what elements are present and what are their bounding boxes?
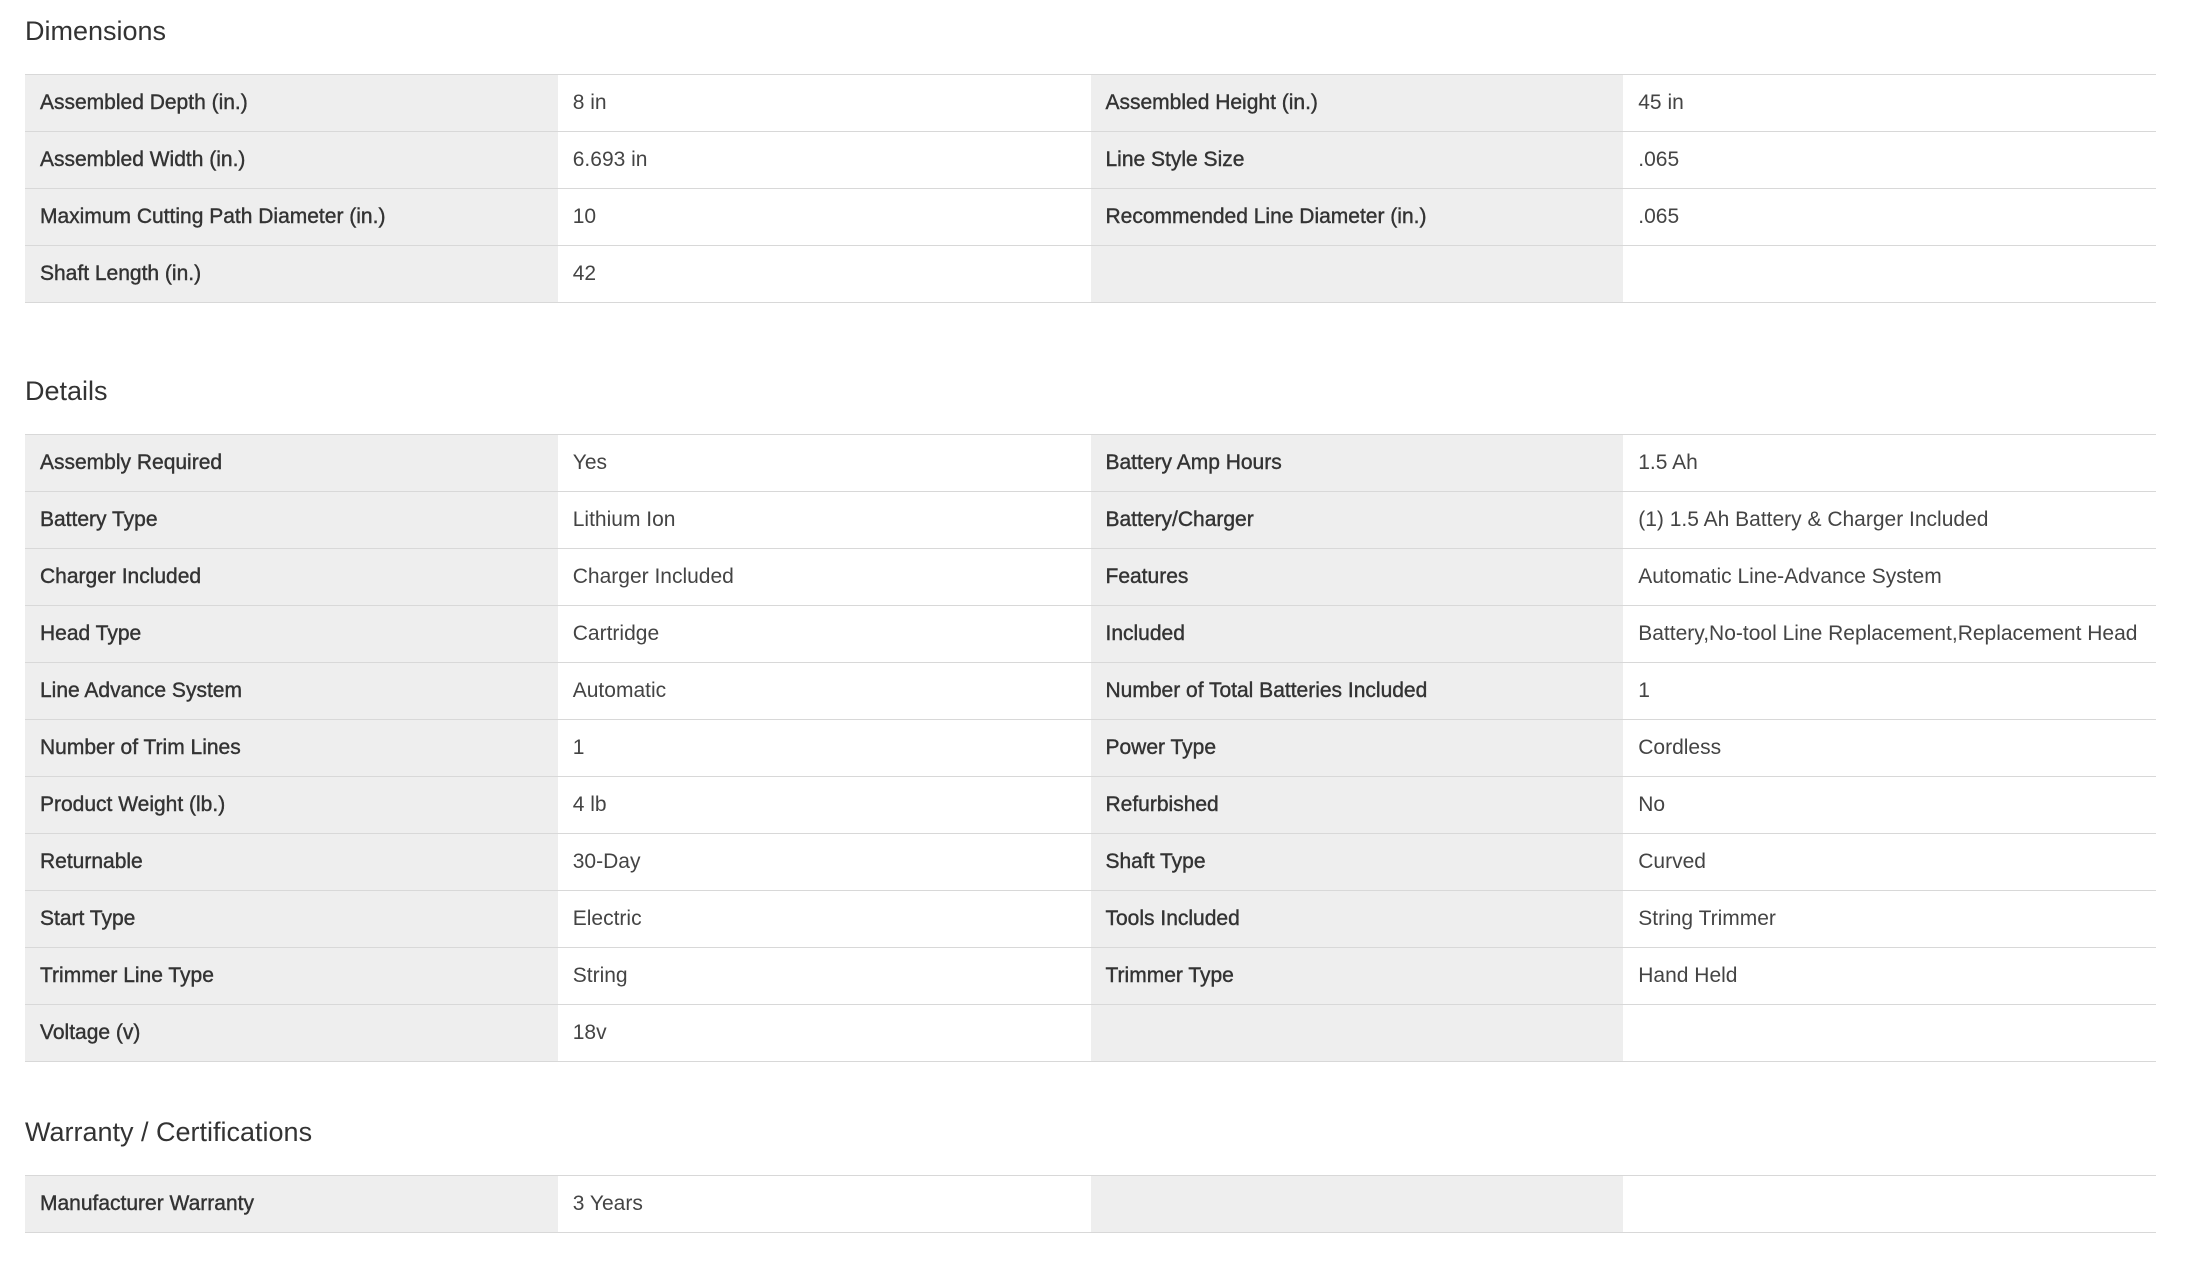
spec-label: Voltage (v) [25,1005,558,1062]
spec-label: Product Weight (lb.) [25,777,558,834]
spec-label: Line Advance System [25,663,558,720]
spec-value: 18v [558,1005,1091,1062]
spec-value: String [558,948,1091,1005]
details-table [25,435,2156,1062]
spec-value: 8 in [558,75,1091,132]
spec-value [1623,246,2156,303]
spec-value: 1 [1623,663,2156,720]
spec-label: Included [1091,606,1624,663]
spec-value: 10 [558,189,1091,246]
spec-label [1091,246,1624,303]
spec-label: Battery/Charger [1091,492,1624,549]
spec-value: No [1623,777,2156,834]
spec-row [25,606,2156,663]
spec-row [25,777,2156,834]
spec-value: (1) 1.5 Ah Battery & Charger Included [1623,492,2156,549]
spec-value: Charger Included [558,549,1091,606]
spec-value: Hand Held [1623,948,2156,1005]
spec-label: Features [1091,549,1624,606]
spec-row [25,1005,2156,1062]
spec-row [25,435,2156,492]
section-title: Details [25,372,2156,435]
spec-value: 3 Years [558,1176,1091,1233]
spec-row [25,549,2156,606]
spec-row [25,189,2156,246]
warranty-section [25,1113,2156,1233]
spec-value: 4 lb [558,777,1091,834]
details-section [25,372,2156,1062]
spec-label: Maximum Cutting Path Diameter (in.) [25,189,558,246]
spec-value: .065 [1623,189,2156,246]
spec-value: .065 [1623,132,2156,189]
spec-value: Electric [558,891,1091,948]
spec-value [1623,1176,2156,1233]
spec-row [25,246,2156,303]
spec-value: Battery,No-tool Line Replacement,Replacement Head [1623,606,2156,663]
spec-label: Refurbished [1091,777,1624,834]
spec-value: 1 [558,720,1091,777]
spec-label: Number of Trim Lines [25,720,558,777]
spec-row [25,75,2156,132]
spec-label: Manufacturer Warranty [25,1176,558,1233]
spec-row [25,132,2156,189]
dimensions-section [25,12,2156,303]
spec-label: Trimmer Line Type [25,948,558,1005]
spec-value: 1.5 Ah [1623,435,2156,492]
spec-row [25,948,2156,1005]
spec-label: Assembled Width (in.) [25,132,558,189]
spec-value: Cordless [1623,720,2156,777]
spec-label: Returnable [25,834,558,891]
spec-value: String Trimmer [1623,891,2156,948]
spec-label: Battery Type [25,492,558,549]
spec-label: Assembly Required [25,435,558,492]
section-title: Warranty / Certifications [25,1113,2156,1176]
spec-label: Assembled Height (in.) [1091,75,1624,132]
spec-label: Tools Included [1091,891,1624,948]
spec-value: Curved [1623,834,2156,891]
spec-label: Assembled Depth (in.) [25,75,558,132]
spec-value: Automatic Line-Advance System [1623,549,2156,606]
spec-label: Battery Amp Hours [1091,435,1624,492]
spec-row [25,891,2156,948]
spec-label: Head Type [25,606,558,663]
spec-label: Shaft Type [1091,834,1624,891]
spec-value: 45 in [1623,75,2156,132]
spec-label [1091,1005,1624,1062]
spec-label: Line Style Size [1091,132,1624,189]
spec-row [25,663,2156,720]
spec-label: Power Type [1091,720,1624,777]
spec-value: Yes [558,435,1091,492]
spec-value: 30-Day [558,834,1091,891]
spec-row [25,492,2156,549]
spec-value: 42 [558,246,1091,303]
section-title: Dimensions [25,12,2156,75]
spec-row [25,1176,2156,1233]
spec-row [25,834,2156,891]
spec-value: Cartridge [558,606,1091,663]
spec-label: Trimmer Type [1091,948,1624,1005]
spec-label [1091,1176,1624,1233]
spec-label: Number of Total Batteries Included [1091,663,1624,720]
spec-label: Charger Included [25,549,558,606]
spec-value: Lithium Ion [558,492,1091,549]
spec-row [25,720,2156,777]
spec-label: Start Type [25,891,558,948]
spec-value: Automatic [558,663,1091,720]
spec-label: Recommended Line Diameter (in.) [1091,189,1624,246]
dimensions-table [25,75,2156,303]
spec-label: Shaft Length (in.) [25,246,558,303]
spec-value [1623,1005,2156,1062]
warranty-table [25,1176,2156,1233]
spec-value: 6.693 in [558,132,1091,189]
